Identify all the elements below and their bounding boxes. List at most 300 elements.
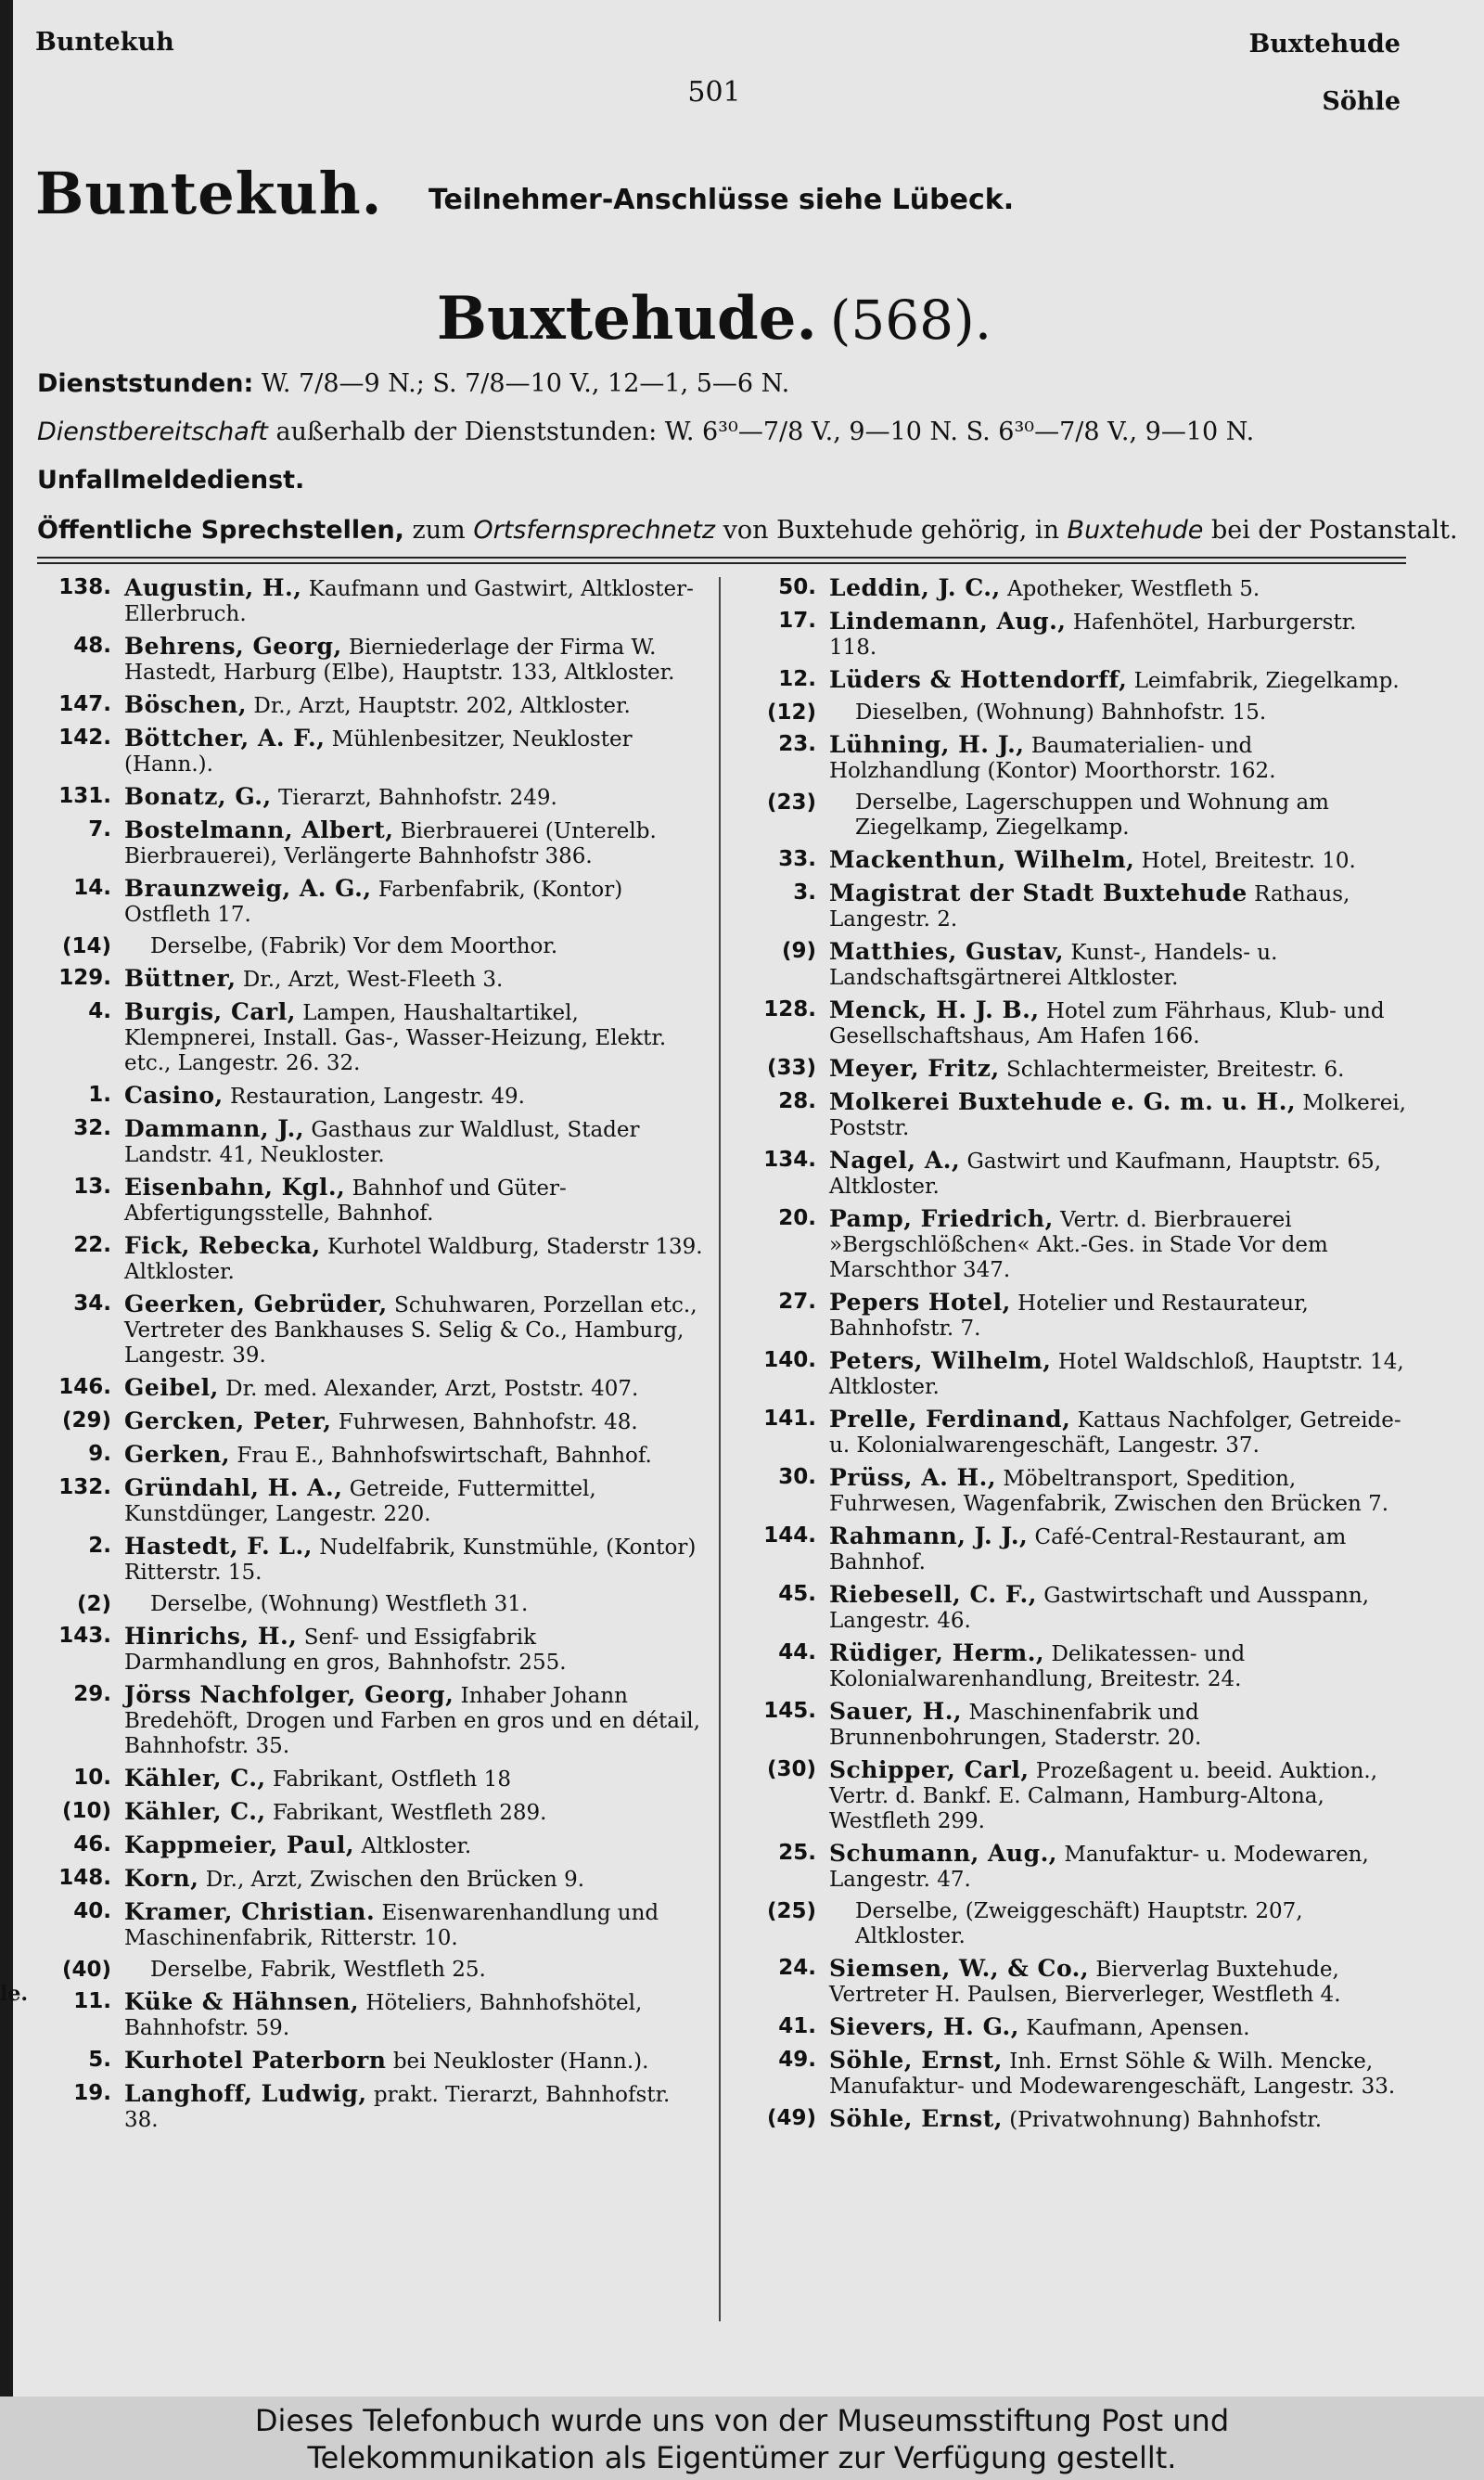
entry-text: Leimfabrik, Ziegelkamp.	[1133, 669, 1400, 693]
entry-number: (30)	[766, 1757, 816, 1781]
running-header-right-bottom: Söhle	[1322, 87, 1401, 116]
entry-body	[124, 1233, 705, 1285]
entry-number: 146.	[58, 1375, 111, 1399]
entry-body	[829, 1348, 1410, 1400]
entry-body	[124, 934, 705, 959]
entry-text: Prozeßagent u. beeid. Auktion., Vertr. d. Bankf. E. Calmann, Hamburg-Altona, Westfleth 299.	[829, 1759, 1378, 1833]
directory-entry	[37, 1766, 705, 1793]
entry-text: Hafenhötel, Harburgerstr. 118.	[829, 610, 1357, 660]
entry-number: 129.	[58, 966, 111, 990]
entry-body	[124, 1866, 705, 1893]
entry-text: Bierniederlage der Firma W. Hastedt, Harburg (Elbe), Hauptstr. 133, Altkloster.	[124, 636, 675, 685]
entry-text: Tierarzt, Bahnhofstr. 249.	[278, 786, 557, 810]
entry-text: Nudelfabrik, Kunstmühle, (Kontor) Ritterstr. 15.	[124, 1536, 697, 1585]
directory-entry	[37, 1116, 705, 1168]
entry-text: Apotheker, Westfleth 5.	[1007, 577, 1260, 601]
entry-text: Bahnhof und Güter-Abfertigungsstelle, Bahnhof.	[124, 1176, 567, 1226]
page-binding-edge	[0, 0, 13, 2396]
entry-body	[124, 1899, 705, 1951]
entry-name: Siemsen, W., & Co.,	[829, 1955, 1090, 1982]
entry-number: 17.	[778, 609, 816, 633]
entry-text: Derselbe, Lagerschuppen und Wohnung am Ziegelkamp, Ziegelkamp.	[855, 790, 1329, 840]
directory-entry	[37, 1592, 705, 1617]
directory-entry	[742, 1841, 1410, 1893]
entry-text: Fabrikant, Westfleth 289.	[272, 1801, 547, 1825]
entry-body	[124, 1475, 705, 1527]
entry-text: bei Neukloster (Hann.).	[392, 2050, 649, 2074]
entry-number: 13.	[73, 1175, 111, 1199]
entry-number: 29.	[73, 1682, 111, 1706]
divider-rule	[37, 562, 1406, 564]
entry-name: Korn,	[124, 1865, 199, 1892]
entry-body	[829, 880, 1410, 932]
entry-name: Behrens, Georg,	[124, 633, 342, 660]
entry-body	[829, 1206, 1410, 1283]
entry-number: (9)	[781, 939, 816, 963]
directory-entry	[742, 2048, 1410, 2100]
entry-body	[124, 726, 705, 777]
entry-text: Senf- und Essigfabrik Darmhandlung en gros, Bahnhofstr. 255.	[124, 1625, 567, 1675]
entry-body	[124, 1832, 705, 1859]
directory-entry	[742, 1407, 1410, 1458]
entry-number: (2)	[76, 1592, 111, 1616]
entry-name: Hinrichs, H.,	[124, 1623, 298, 1650]
entry-text: Mühlenbesitzer, Neukloster (Hann.).	[124, 727, 633, 777]
entry-text: Hotel zum Fährhaus, Klub- und Gesellschaftshaus, Am Hafen 166.	[829, 999, 1385, 1048]
entry-body	[829, 1407, 1410, 1458]
entry-number: 143.	[58, 1624, 111, 1648]
entry-name: Kähler, C.,	[124, 1765, 266, 1792]
entry-name: Kappmeier, Paul,	[124, 1831, 355, 1858]
entry-name: Kähler, C.,	[124, 1798, 266, 1825]
entry-body	[124, 2048, 705, 2075]
entry-body	[124, 634, 705, 686]
entry-text: Eisenwarenhandlung und Maschinenfabrik, Ritterstr. 10.	[124, 1901, 659, 1950]
directory-entry	[37, 1175, 705, 1227]
entry-name: Nagel, A.,	[829, 1147, 961, 1174]
entry-text: Frau E., Bahnhofswirtschaft, Bahnhof.	[237, 1444, 652, 1468]
entry-name: Söhle, Ernst,	[829, 2105, 1003, 2132]
entry-text: Kattaus Nachfolger, Getreide- u. Kolonialwarengeschäft, Langestr. 37.	[829, 1408, 1401, 1458]
entry-body	[124, 1958, 705, 1983]
entry-body	[124, 817, 705, 869]
entry-name: Riebesell, C. F.,	[829, 1581, 1037, 1608]
directory-entry	[37, 1682, 705, 1759]
directory-entry	[37, 1408, 705, 1435]
entry-body	[829, 609, 1410, 661]
directory-entry	[742, 1206, 1410, 1283]
public-stations-italic-1: Ortsfernsprechnetz	[473, 516, 716, 545]
directory-entry	[742, 1757, 1410, 1834]
entry-number: (14)	[61, 934, 111, 958]
entry-body	[829, 667, 1410, 694]
entry-body	[829, 2106, 1410, 2133]
footer-notice	[0, 2396, 1484, 2480]
entry-body	[829, 1757, 1410, 1834]
entry-body	[829, 1582, 1410, 1634]
entry-text: Möbeltransport, Spedition, Fuhrwesen, Wagenfabrik, Zwischen den Brücken 7.	[829, 1467, 1389, 1516]
entry-number: 34.	[73, 1291, 111, 1316]
entry-number: (29)	[61, 1408, 111, 1433]
directory-entry	[37, 1534, 705, 1586]
directory-entry	[742, 1148, 1410, 1200]
entry-text: Farbenfabrik, (Kontor) Ostfleth 17.	[124, 878, 623, 927]
entry-name: Matthies, Gustav,	[829, 938, 1065, 965]
entry-name: Bonatz, G.,	[124, 783, 272, 810]
entry-number: (10)	[61, 1799, 111, 1823]
entry-text: Derselbe, (Fabrik) Vor dem Moorthor.	[150, 934, 558, 958]
entry-name: Büttner,	[124, 965, 237, 992]
entry-number: 134.	[763, 1148, 816, 1172]
entry-body	[124, 1799, 705, 1826]
entry-number: 23.	[778, 732, 816, 756]
directory-entry	[742, 2106, 1410, 2133]
entry-text: Kaufmann und Gastwirt, Altkloster-Ellerbruch.	[124, 577, 694, 626]
directory-entry	[37, 1866, 705, 1893]
entry-number: 132.	[58, 1475, 111, 1499]
directory-entry	[37, 817, 705, 869]
entry-body	[124, 1682, 705, 1759]
entry-body	[829, 575, 1410, 602]
service-hours-label: Dienststunden:	[37, 369, 254, 398]
accident-label: Unfallmeldedienst.	[37, 466, 305, 495]
entry-body	[124, 1592, 705, 1617]
public-stations-line	[37, 516, 1458, 545]
entry-body	[829, 1056, 1410, 1083]
entry-text: Derselbe, (Zweiggeschäft) Hauptstr. 207, Altkloster.	[855, 1899, 1303, 1948]
entry-name: Jörss Nachfolger, Georg,	[124, 1681, 454, 1708]
entry-text: Schuhwaren, Porzellan etc., Vertreter des Bankhauses S. Selig & Co., Hamburg, Langestr. 39.	[124, 1293, 697, 1368]
place-title-buxtehude	[0, 284, 1428, 353]
directory-entry	[37, 575, 705, 627]
entry-body	[829, 847, 1410, 874]
entry-text: Hotel Waldschloß, Hauptstr. 14, Altkloster.	[829, 1350, 1404, 1399]
entry-text: Fabrikant, Ostfleth 18	[272, 1767, 511, 1792]
entry-number: 3.	[793, 880, 816, 905]
entry-number: 50.	[778, 575, 816, 599]
entry-text: Dr. med. Alexander, Arzt, Poststr. 407.	[225, 1377, 639, 1401]
entry-body	[829, 997, 1410, 1049]
entry-number: 46.	[73, 1832, 111, 1857]
entry-text: Dr., Arzt, Hauptstr. 202, Altkloster.	[253, 694, 631, 718]
entry-body	[124, 692, 705, 719]
directory-entry	[37, 1958, 705, 1983]
entry-name: Gercken, Peter,	[124, 1407, 332, 1434]
entry-number: (49)	[766, 2106, 816, 2130]
public-stations-text-2: von Buxtehude gehörig, in	[723, 516, 1059, 545]
entry-body	[829, 1523, 1410, 1575]
directory-entry	[742, 732, 1410, 784]
directory-entry	[742, 1640, 1410, 1692]
entry-text: Altkloster.	[361, 1834, 472, 1858]
entry-number: 1.	[88, 1083, 111, 1107]
entry-text: Hotelier und Restaurateur, Bahnhofstr. 7.	[829, 1291, 1309, 1341]
entry-text: Kurhotel Waldburg, Staderstr 139. Altkloster.	[124, 1235, 703, 1284]
directory-entry	[742, 1523, 1410, 1575]
directory-entry	[742, 609, 1410, 661]
entry-text: Café-Central-Restaurant, am Bahnhof.	[829, 1525, 1347, 1574]
entry-number: (25)	[766, 1899, 816, 1923]
entry-number: 10.	[73, 1766, 111, 1790]
directory-entry	[742, 1899, 1410, 1949]
entry-text: Getreide, Futtermittel, Kunstdünger, Langestr. 220.	[124, 1477, 596, 1526]
directory-entry	[742, 1699, 1410, 1751]
entry-body	[124, 876, 705, 928]
entry-number: 141.	[763, 1407, 816, 1431]
directory-entry	[37, 2081, 705, 2133]
directory-entry	[37, 634, 705, 686]
entry-body	[124, 1116, 705, 1168]
accident-line	[37, 466, 304, 495]
directory-entry	[742, 939, 1410, 991]
entry-number: 4.	[88, 999, 111, 1023]
entry-body	[829, 1640, 1410, 1692]
entry-body	[124, 1624, 705, 1676]
entry-name: Braunzweig, A. G.,	[124, 875, 372, 902]
entry-text: Restauration, Langestr. 49.	[230, 1085, 525, 1109]
divider-rule	[37, 557, 1406, 559]
running-header-right-top: Buxtehude	[1248, 30, 1401, 58]
entry-number: 19.	[73, 2081, 111, 2105]
directory-entry	[37, 1899, 705, 1951]
entry-number: 2.	[88, 1534, 111, 1558]
entry-body	[124, 1766, 705, 1793]
exchange-number: (568).	[829, 289, 992, 352]
entry-name: Kramer, Christian.	[124, 1898, 376, 1925]
entry-body	[829, 1148, 1410, 1200]
entry-name: Sievers, H. G.,	[829, 2013, 1019, 2040]
entry-name: Leddin, J. C.,	[829, 574, 1001, 601]
entry-number: (12)	[766, 700, 816, 725]
directory-entry	[742, 667, 1410, 694]
entry-number: 142.	[58, 726, 111, 750]
entry-body	[829, 2048, 1410, 2100]
entry-text: Kunst-, Handels- u. Landschaftsgärtnerei Altkloster.	[829, 941, 1278, 990]
entry-number: 145.	[763, 1699, 816, 1723]
directory-entry	[37, 1291, 705, 1368]
directory-entry	[37, 1989, 705, 2041]
entry-number: 7.	[88, 817, 111, 842]
entry-number: (40)	[61, 1958, 111, 1982]
entry-text: Dr., Arzt, West-Fleeth 3.	[242, 968, 504, 992]
public-stations-text-3: bei der Postanstalt.	[1210, 516, 1458, 545]
entry-text: Manufaktur- u. Modewaren, Langestr. 47.	[829, 1843, 1369, 1892]
directory-entry	[742, 997, 1410, 1049]
entry-body	[829, 1089, 1410, 1141]
directory-entry	[742, 847, 1410, 874]
directory-entry	[37, 934, 705, 959]
directory-entry	[742, 880, 1410, 932]
public-stations-label: Öffentliche Sprechstellen,	[37, 516, 404, 545]
entry-name: Casino,	[124, 1082, 224, 1109]
directory-entry	[37, 966, 705, 993]
entry-name: Hastedt, F. L.,	[124, 1533, 313, 1560]
entry-name: Küke & Hähnsen,	[124, 1988, 360, 2015]
entry-name: Lühning, H. J.,	[829, 731, 1025, 758]
entry-number: (33)	[766, 1056, 816, 1080]
entry-number: 12.	[778, 667, 816, 691]
entry-name: Gründahl, H. A.,	[124, 1474, 343, 1501]
entry-body	[124, 575, 705, 627]
entry-name: Molkerei Buxtehude e. G. m. u. H.,	[829, 1088, 1297, 1115]
directory-entry	[37, 1375, 705, 1402]
entry-body	[829, 790, 1410, 841]
entry-name: Menck, H. J. B.,	[829, 996, 1040, 1023]
entry-body	[829, 1956, 1410, 2008]
directory-entry	[742, 1956, 1410, 2008]
entry-body	[124, 1375, 705, 1402]
entry-body	[124, 1989, 705, 2041]
entry-text: Gastwirt und Kaufmann, Hauptstr. 65, Altkloster.	[829, 1150, 1382, 1199]
directory-entry	[37, 999, 705, 1076]
directory-entry	[742, 575, 1410, 602]
entry-name: Eisenbahn, Kgl.,	[124, 1174, 346, 1201]
entry-body	[829, 1841, 1410, 1893]
entry-name: Burgis, Carl,	[124, 998, 296, 1025]
entry-body	[124, 966, 705, 993]
entry-number: 9.	[88, 1442, 111, 1466]
entry-text: Maschinenfabrik und Brunnenbohrungen, Staderstr. 20.	[829, 1701, 1202, 1750]
place-title-buntekuh: Buntekuh.	[35, 160, 383, 227]
entry-name: Böschen,	[124, 691, 248, 718]
place-note-buntekuh: Teilnehmer-Anschlüsse siehe Lübeck.	[429, 184, 1015, 216]
entry-body	[124, 2081, 705, 2133]
entry-name: Langhoff, Ludwig,	[124, 2080, 367, 2107]
entry-number: 30.	[778, 1465, 816, 1489]
entry-name: Pepers Hotel,	[829, 1289, 1011, 1316]
entry-body	[829, 1899, 1410, 1949]
entry-number: 144.	[763, 1523, 816, 1548]
entry-number: 28.	[778, 1089, 816, 1113]
entry-name: Schumann, Aug.,	[829, 1840, 1058, 1867]
entry-text: Fuhrwesen, Bahnhofstr. 48.	[338, 1410, 638, 1434]
entry-name: Geerken, Gebrüder,	[124, 1291, 388, 1317]
directory-entry	[742, 1290, 1410, 1342]
entry-body	[829, 939, 1410, 991]
entry-body	[124, 1291, 705, 1368]
directory-entry	[37, 1832, 705, 1859]
entry-text: Vertr. d. Bierbrauerei »Bergschlößchen« Akt.-Ges. in Stade Vor dem Marschthor 347.	[829, 1208, 1328, 1282]
directory-entry	[37, 1475, 705, 1527]
entry-number: 11.	[73, 1989, 111, 2013]
entry-text: Delikatessen- und Kolonialwarenhandlung, Breitestr. 24.	[829, 1642, 1246, 1691]
standby-line	[37, 418, 1254, 446]
running-header-left: Buntekuh	[35, 28, 174, 57]
entry-number: 140.	[763, 1348, 816, 1372]
entry-text: Bierbrauerei (Unterelb. Bierbrauerei), Verlängerte Bahnhofstr 386.	[124, 819, 657, 868]
entry-body	[124, 1083, 705, 1110]
entry-number: 25.	[778, 1841, 816, 1865]
footer-line-1: Dieses Telefonbuch wurde uns von der Museumsstiftung Post und	[254, 2403, 1230, 2438]
directory-entry	[37, 1233, 705, 1285]
public-stations-text-1: zum	[412, 516, 466, 545]
entry-name: Sauer, H.,	[829, 1698, 963, 1725]
entry-text: Höteliers, Bahnhofshötel, Bahnhofstr. 59.	[124, 1991, 643, 2040]
entry-name: Gerken,	[124, 1441, 231, 1468]
entry-number: 128.	[763, 997, 816, 1022]
entry-name: Magistrat der Stadt Buxtehude	[829, 880, 1247, 906]
entry-text: Gasthaus zur Waldlust, Stader Landstr. 41, Neukloster.	[124, 1118, 640, 1167]
entry-text: Inh. Ernst Söhle & Wilh. Mencke, Manufaktur- und Modewarengeschäft, Langestr. 33.	[829, 2050, 1396, 2099]
entry-name: Meyer, Fritz,	[829, 1055, 1000, 1082]
entry-text: Gastwirtschaft und Ausspann, Langestr. 46.	[829, 1584, 1370, 1633]
entry-number: 33.	[778, 847, 816, 871]
entry-number: 32.	[73, 1116, 111, 1140]
entry-number: 131.	[58, 784, 111, 808]
entry-number: 22.	[73, 1233, 111, 1257]
entry-number: 138.	[58, 575, 111, 599]
entry-number: 48.	[73, 634, 111, 658]
entries-right-column	[742, 575, 1410, 2139]
entry-text: Molkerei, Poststr.	[829, 1091, 1406, 1140]
service-hours-text: W. 7/8—9 N.; S. 7/8—10 V., 12—1, 5—6 N.	[261, 369, 790, 398]
entry-body	[124, 1534, 705, 1586]
directory-entry	[742, 1465, 1410, 1517]
directory-entry	[742, 1582, 1410, 1634]
entry-name: Bostelmann, Albert,	[124, 816, 394, 843]
entry-name: Rahmann, J. J.,	[829, 1523, 1029, 1549]
entry-text: Kaufmann, Apensen.	[1026, 2016, 1250, 2040]
entry-number: 44.	[778, 1640, 816, 1664]
entry-text: (Privatwohnung) Bahnhofstr.	[1009, 2108, 1323, 2132]
entry-text: Lampen, Haushaltartikel, Klempnerei, Install. Gas-, Wasser-Heizung, Elektr. etc., Langestr. 26. 32.	[124, 1001, 667, 1075]
directory-entry	[37, 1083, 705, 1110]
entry-name: Schipper, Carl,	[829, 1756, 1030, 1783]
entry-name: Söhle, Ernst,	[829, 2047, 1003, 2074]
entry-number: 5.	[88, 2048, 111, 2072]
entry-text: Dieselben, (Wohnung) Bahnhofstr. 15.	[855, 700, 1267, 725]
entry-body	[124, 784, 705, 811]
entry-name: Lüders & Hottendorff,	[829, 666, 1128, 693]
entry-body	[829, 1290, 1410, 1342]
public-stations-italic-2: Buxtehude	[1067, 516, 1204, 545]
directory-entry	[742, 790, 1410, 841]
directory-entry	[37, 1624, 705, 1676]
directory-entry	[742, 1089, 1410, 1141]
entry-body	[829, 700, 1410, 726]
entry-number: (23)	[766, 790, 816, 815]
entry-number: 148.	[58, 1866, 111, 1890]
entry-name: Fick, Rebecka,	[124, 1232, 321, 1259]
directory-entry	[37, 1799, 705, 1826]
entry-body	[829, 1465, 1410, 1517]
standby-text: außerhalb der Dienststunden: W. 6³⁰—7/8 V., 9—10 N. S. 6³⁰—7/8 V., 9—10 N.	[275, 418, 1255, 446]
entry-number: 147.	[58, 692, 111, 716]
directory-entry	[742, 2014, 1410, 2041]
directory-entry	[742, 700, 1410, 726]
entry-body	[124, 1175, 705, 1227]
directory-entry	[37, 876, 705, 928]
entry-body	[829, 1699, 1410, 1751]
entry-number: 41.	[778, 2014, 816, 2038]
entry-name: Prelle, Ferdinand,	[829, 1406, 1071, 1433]
entry-number: 24.	[778, 1956, 816, 1980]
entry-number: 20.	[778, 1206, 816, 1230]
footer-line-2: Telekommunikation als Eigentümer zur Verfügung gestellt.	[307, 2440, 1177, 2475]
entry-body	[124, 1442, 705, 1469]
entry-text: Bierverlag Buxtehude, Vertreter H. Paulsen, Bierverleger, Westfleth 4.	[829, 1958, 1341, 2007]
entry-text: Hotel, Breitestr. 10.	[1141, 849, 1356, 873]
entry-text: Dr., Arzt, Zwischen den Brücken 9.	[205, 1868, 585, 1892]
directory-entry	[37, 692, 705, 719]
entries-left-column	[37, 575, 705, 2139]
edge-text-fragment: le.	[0, 1982, 29, 2006]
entry-text: Rathaus, Langestr. 2.	[829, 882, 1350, 932]
entry-name: Augustin, H.,	[124, 574, 302, 601]
entry-body	[124, 1408, 705, 1435]
page-number: 501	[687, 76, 741, 109]
entry-name: Rüdiger, Herm.,	[829, 1639, 1045, 1666]
